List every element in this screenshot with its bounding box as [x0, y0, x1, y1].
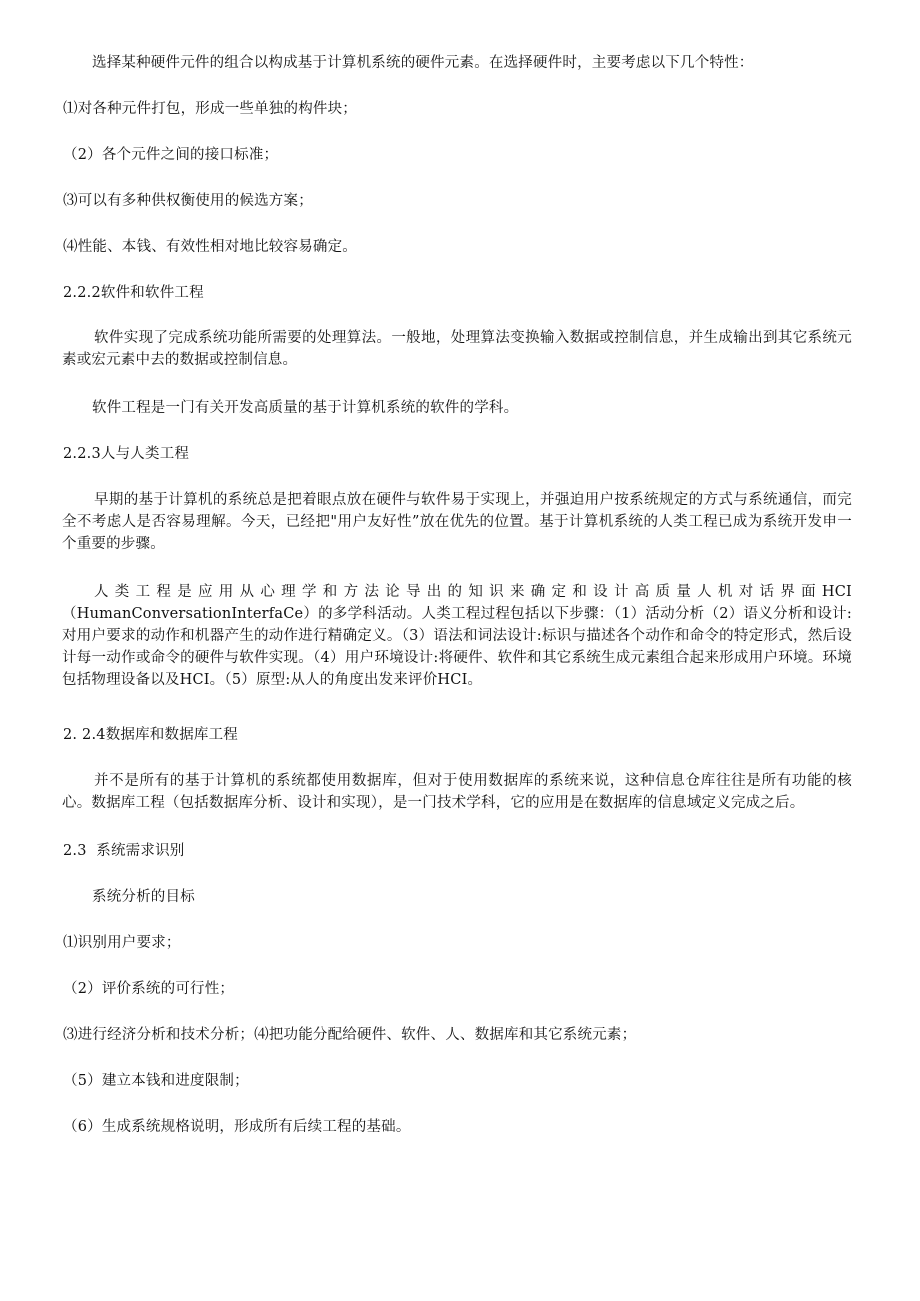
heading-2-3: 2.3 系统需求识别 — [63, 843, 185, 859]
goal-item-1: ⑴识别用户要求； — [63, 935, 181, 951]
paragraph-human-engineering-1: 早期的基于计算机的系统总是把着眼点放在硬件与软件易于实现上，并强迫用户按系统规定的方式与系统通信，而完全不考虑人是否容易理解。今天，已经把"用户友好性”放在优先的位置。基于计算机系统的人类工程已成为系统开发申一个重要的步骤。 — [62, 492, 852, 552]
paragraph-software-2: 软件工程是一门有关开发高质量的基于计算机系统的软件的学科。 — [92, 400, 519, 416]
heading-2-2-3: 2.2.3人与人类工程 — [63, 446, 190, 462]
paragraph-human-engineering-2: 人类工程是应用从心理学和方法论导出的知识来确定和设计高质量人机对话界面HCI（HumanConversationInterfaCe）的多学科活动。人类工程过程包括以下步骤：（1）活动分析（2）语义分析和设计:对用户要求的动作和机器产生的动作进行精确定义。（3）语法和词法设计:标识与描述各个动作和命令的特定形式，然后设计每一动作或命令的硬件与软件实现。（4）用户环境设计:将硬件、软件和其它系统生成元素组合起来形成用户环境。环境包括物理设备以及HCI。（5）原型:从人的角度出发来评价HCI。 — [62, 584, 852, 688]
hardware-item-4: ⑷性能、本钱、有效性相对地比较容易确定。 — [63, 239, 357, 255]
paragraph-software-1: 软件实现了完成系统功能所需要的处理算法。一般地，处理算法变换输入数据或控制信息，并生成输出到其它系统元素或宏元素中去的数据或控制信息。 — [62, 330, 852, 368]
heading-2-2-4: 2. 2.4数据库和数据库工程 — [63, 727, 239, 743]
goal-title: 系统分析的目标 — [92, 889, 195, 905]
hardware-item-1: ⑴对各种元件打包，形成一些单独的构件块； — [63, 101, 357, 117]
heading-2-2-2: 2.2.2软件和软件工程 — [63, 285, 204, 301]
goal-item-5: （5）建立本钱和进度限制； — [63, 1073, 249, 1089]
paragraph-database: 并不是所有的基于计算机的系统都使用数据库，但对于使用数据库的系统来说，这种信息仓库往往是所有功能的核心。数据库工程（包括数据库分析、设计和实现），是一门技术学科，它的应用是在数据库的信息域定义完成之后。 — [62, 773, 852, 811]
goal-item-6: （6）生成系统规格说明，形成所有后续工程的基础。 — [63, 1119, 411, 1135]
goal-item-3-4: ⑶进行经济分析和技术分析；⑷把功能分配给硬件、软件、人、数据库和其它系统元素； — [63, 1027, 637, 1043]
hardware-item-2: （2）各个元件之间的接口标准； — [63, 147, 279, 163]
goal-item-2: （2）评价系统的可行性； — [63, 981, 235, 997]
paragraph-hardware-intro: 选择某种硬件元件的组合以构成基于计算机系统的硬件元素。在选择硬件时，主要考虑以下几个特性： — [92, 55, 754, 71]
hardware-item-3: ⑶可以有多种供权衡使用的候选方案； — [63, 193, 313, 209]
